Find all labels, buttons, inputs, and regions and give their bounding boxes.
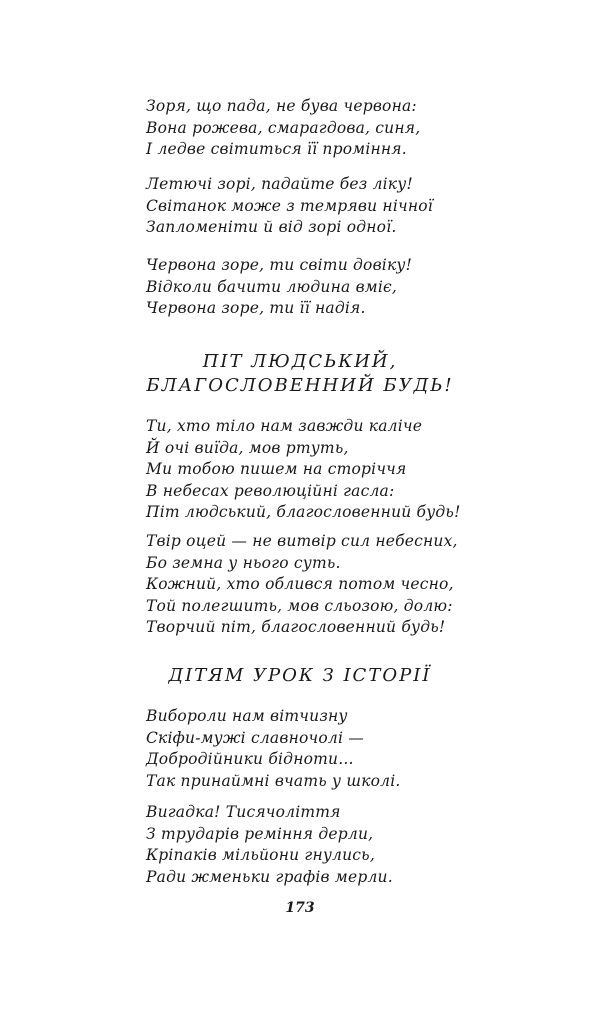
verse-line: Кожний, хто облився потом чесно,: [146, 575, 454, 593]
verse-line: З трударів реміння дерли,: [146, 824, 374, 843]
poem-title: [0, 664, 600, 688]
stanza: [146, 255, 476, 320]
verse-line: Скіфи-мужі славночолі —: [146, 728, 364, 747]
poem-title: [0, 350, 600, 398]
verse-line: Червона зоре, ти світи довіку!: [146, 256, 413, 274]
page-number: 173: [285, 900, 315, 916]
stanza: [146, 96, 476, 161]
verse-line: І ледве світиться її проміння.: [146, 140, 407, 158]
verse-line: Творчий піт, благословенний будь!: [146, 618, 446, 636]
verse-line: Червона зоре, ти її надія.: [146, 299, 366, 317]
verse-line: Той полегшить, мов сльозою, долю:: [146, 596, 453, 615]
verse-line: Вигадка! Тисячоліття: [146, 803, 341, 821]
stanza: [146, 706, 476, 792]
poem-title-line: ПІТ ЛЮДСЬКИЙ,: [202, 351, 398, 372]
verse-line: Кріпаків мільйони гнулись,: [146, 846, 375, 864]
verse-line: Світанок може з темряви нічної: [146, 196, 433, 215]
verse-line: Й очі виїда, мов ртуть,: [146, 438, 349, 457]
verse-line: Бо земна у нього суть.: [146, 553, 341, 572]
verse-line: Вибороли нам вітчизну: [146, 707, 348, 725]
verse-line: Летючі зорі, падайте без ліку!: [146, 175, 413, 193]
verse-line: Добродійники бідноти...: [146, 750, 354, 768]
verse-line: Зоря, що пада, не бува червона:: [146, 97, 417, 115]
verse-line: Вона рожева, смарагдова, синя,: [146, 118, 421, 137]
verse-line: В небесах революційні гасла:: [146, 481, 395, 500]
verse-line: Піт людський, благословенний будь!: [146, 503, 461, 521]
verse-line: Ради жменьки графів мерли.: [146, 867, 393, 886]
poem-title-line: БЛАГОСЛОВЕННИЙ БУДЬ!: [146, 375, 454, 396]
stanza: [146, 174, 476, 239]
verse-line: Твір оцей — не витвір сил небесних,: [146, 532, 458, 550]
stanza: [146, 531, 476, 639]
verse-line: Запломеніти й від зорі одної.: [146, 218, 397, 236]
verse-line: Так принаймні вчать у школі.: [146, 771, 401, 790]
verse-line: Ти, хто тіло нам завжди каліче: [146, 417, 423, 435]
verse-line: Ми тобою пишем на сторіччя: [146, 460, 407, 478]
stanza: [146, 416, 476, 524]
verse-line: Відколи бачити людина вміє,: [146, 277, 398, 296]
poem-title-line: ДІТЯМ УРОК З ІСТОРІЇ: [168, 665, 432, 686]
stanza: [146, 802, 476, 888]
